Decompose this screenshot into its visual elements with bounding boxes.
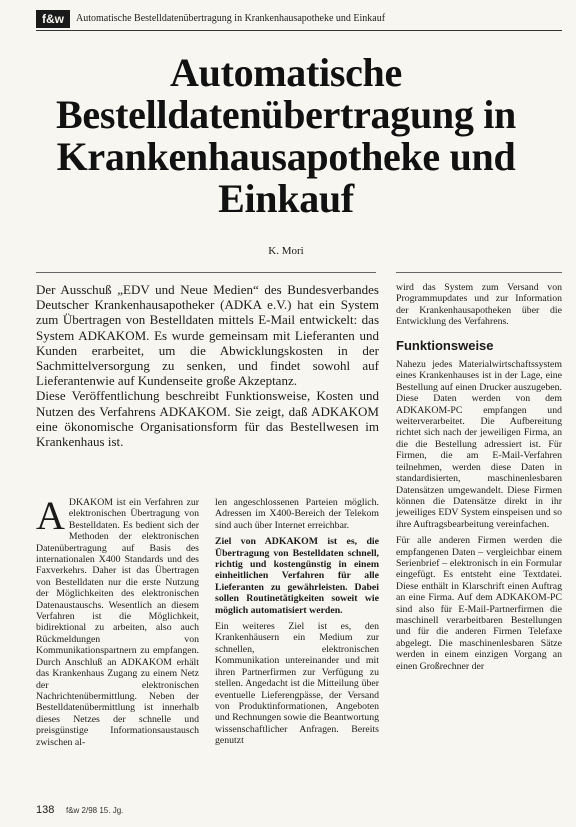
divider-left	[36, 272, 376, 273]
page-footer	[36, 804, 236, 824]
col1-paragraph	[36, 493, 199, 748]
col1-text: DKAKOM ist ein Verfahren zur elektronischen Übertragung von Bestelldaten. Es bedient sich der Methoden der elektronischen Datenübertragung auf Basis des internationalen X400 Standards und des Faxverkehrs. Daher ist das Übertragen von Bestelldaten nur die erste Nutzung der Möglichkeiten des elektronischen Datenaustauschs. Wesentlich an diesem Verfahren ist die Möglichkeit, bidirektional zu arbeiten, also auch Rückmeldungen von Kommunikationspartnern zu empfangen. Durch Anschluß an ADKAKOM erhält das Krankenhaus Zugang zu einem Netz der elektronischen Nachrichtenübermittlung. Neben der Bestelldatenübermittlung ist innerhalb dieses Netzes der schnelle und preisgünstige Informationsaustausch zwischen al-	[36, 497, 199, 748]
col3-paragraph-3: Für alle anderen Firmen werden die empfangenen Daten – vergleichbar einem Serienbrief – elektronisch in ein Formular eingefügt. Es entsteht eine Textdatei. Diese enthält in Klarschrift einen Auftrag an eine Firma. Auf dem ADKAKOM-PC sind also für E-Mail-Partnerfirmen die maschinell verarbeitbaren Bestellungen und für die anderen Firmen Telefaxe abgelegt. Die maschinenlesbaren Sätze werden in einem einzigen Vorgang an einen Großrechner der	[396, 535, 562, 672]
col2-paragraph-1: len angeschlossenen Parteien möglich. Adressen im X400-Bereich der Telekom sind auch über Internet erreichbar.	[215, 497, 379, 531]
column-3	[396, 282, 562, 677]
running-header	[36, 10, 562, 28]
page-number: 138	[36, 804, 55, 816]
running-title: Automatische Bestelldatenübertragung in Krankenhausapotheke und Einkauf	[76, 13, 386, 24]
column-2	[215, 497, 379, 752]
journal-logo: f&w	[36, 10, 70, 28]
header-rule	[36, 30, 562, 31]
issue-info: f&w 2/98 15. Jg.	[66, 806, 124, 815]
lead-text-1: Der Ausschuß „EDV und Neue Medien“ des Bundesverbandes Deutscher Krankenhausapotheker (ADKA e.V.) hat ein System zum Übertragen von Bestelldaten mittels E-Mail entwickelt: das System ADKAKOM. Es wurde gemeinsam mit Lieferanten und Kunden erarbeitet, um die Abwicklungskosten in der Sachmittelversorgung zu senken, und findet sowohl auf Lieferantenwie auf Kundenseite große Akzeptanz.	[36, 282, 379, 389]
col2-goal-paragraph: Ziel von ADKAKOM ist es, die Übertragung von Bestelldaten schnell, richtig und kostengünstig in einem einheitlichen Verfahren für alle Lieferanten zu gewährleisten. Dabei sollen Routinetätigkeiten soweit wie möglich automatisiert werden.	[215, 536, 379, 616]
divider-right	[396, 272, 562, 273]
lead-paragraph	[36, 282, 379, 449]
col3-paragraph-2: Nahezu jedes Materialwirtschaftssystem eines Krankenhauses ist in der Lage, eine Bestellung auf einen Drucker auszugeben. Diese Daten werden von dem ADKAKOM-PC empfangen und weiterverarbeitet. Die Aufbereitung richtet sich nach der jeweiligen Firma, an die die Bestellung adressiert ist. Für Firmen, die am E-Mail-Verfahren teilnehmen, werden diese Daten in standardisierten, maschinenlesbaren Datensätzen umgewandelt. Diese Firmen können die Datensätze direkt in ihr jeweiliges EDV System einspeisen und so ihre Auftragsbearbeitung vereinfachen.	[396, 359, 562, 530]
drop-cap: A	[36, 493, 65, 538]
column-1	[36, 493, 199, 753]
section-heading: Funktionsweise	[396, 337, 494, 353]
lead-text-2: Diese Veröffentlichung beschreibt Funktionsweise, Kosten und Nutzen des Verfahrens ADKAKOM. Sie zeigt, daß ADKAKOM eine ökonomische Organisationsform für das Bestellwesen im Krankenhaus ist.	[36, 388, 379, 450]
article-title: Automatische Bestelldatenübertragung in Krankenhausapotheke und Einkauf	[56, 50, 516, 221]
author: K. Mori	[268, 245, 304, 257]
col3-paragraph-1: wird das System zum Versand von Programmupdates und zur Information der Krankenhausapotheken über die Entwicklung des Verfahrens.	[396, 282, 562, 328]
col2-paragraph-3: Ein weiteres Ziel ist es, den Krankenhäusern ein Medium zur schnellen, elektronischen Kommunikation untereinander und mit ihren Partnerfirmen zur Verfügung zu stellen. Angedacht ist die Mitteilung über eventuelle Lieferengpässe, der Versand von Produktinformationen, Angeboten und Rechnungen sowie die Beantwortung wissenschaftlicher Anfragen. Bereits genutzt	[215, 621, 379, 747]
